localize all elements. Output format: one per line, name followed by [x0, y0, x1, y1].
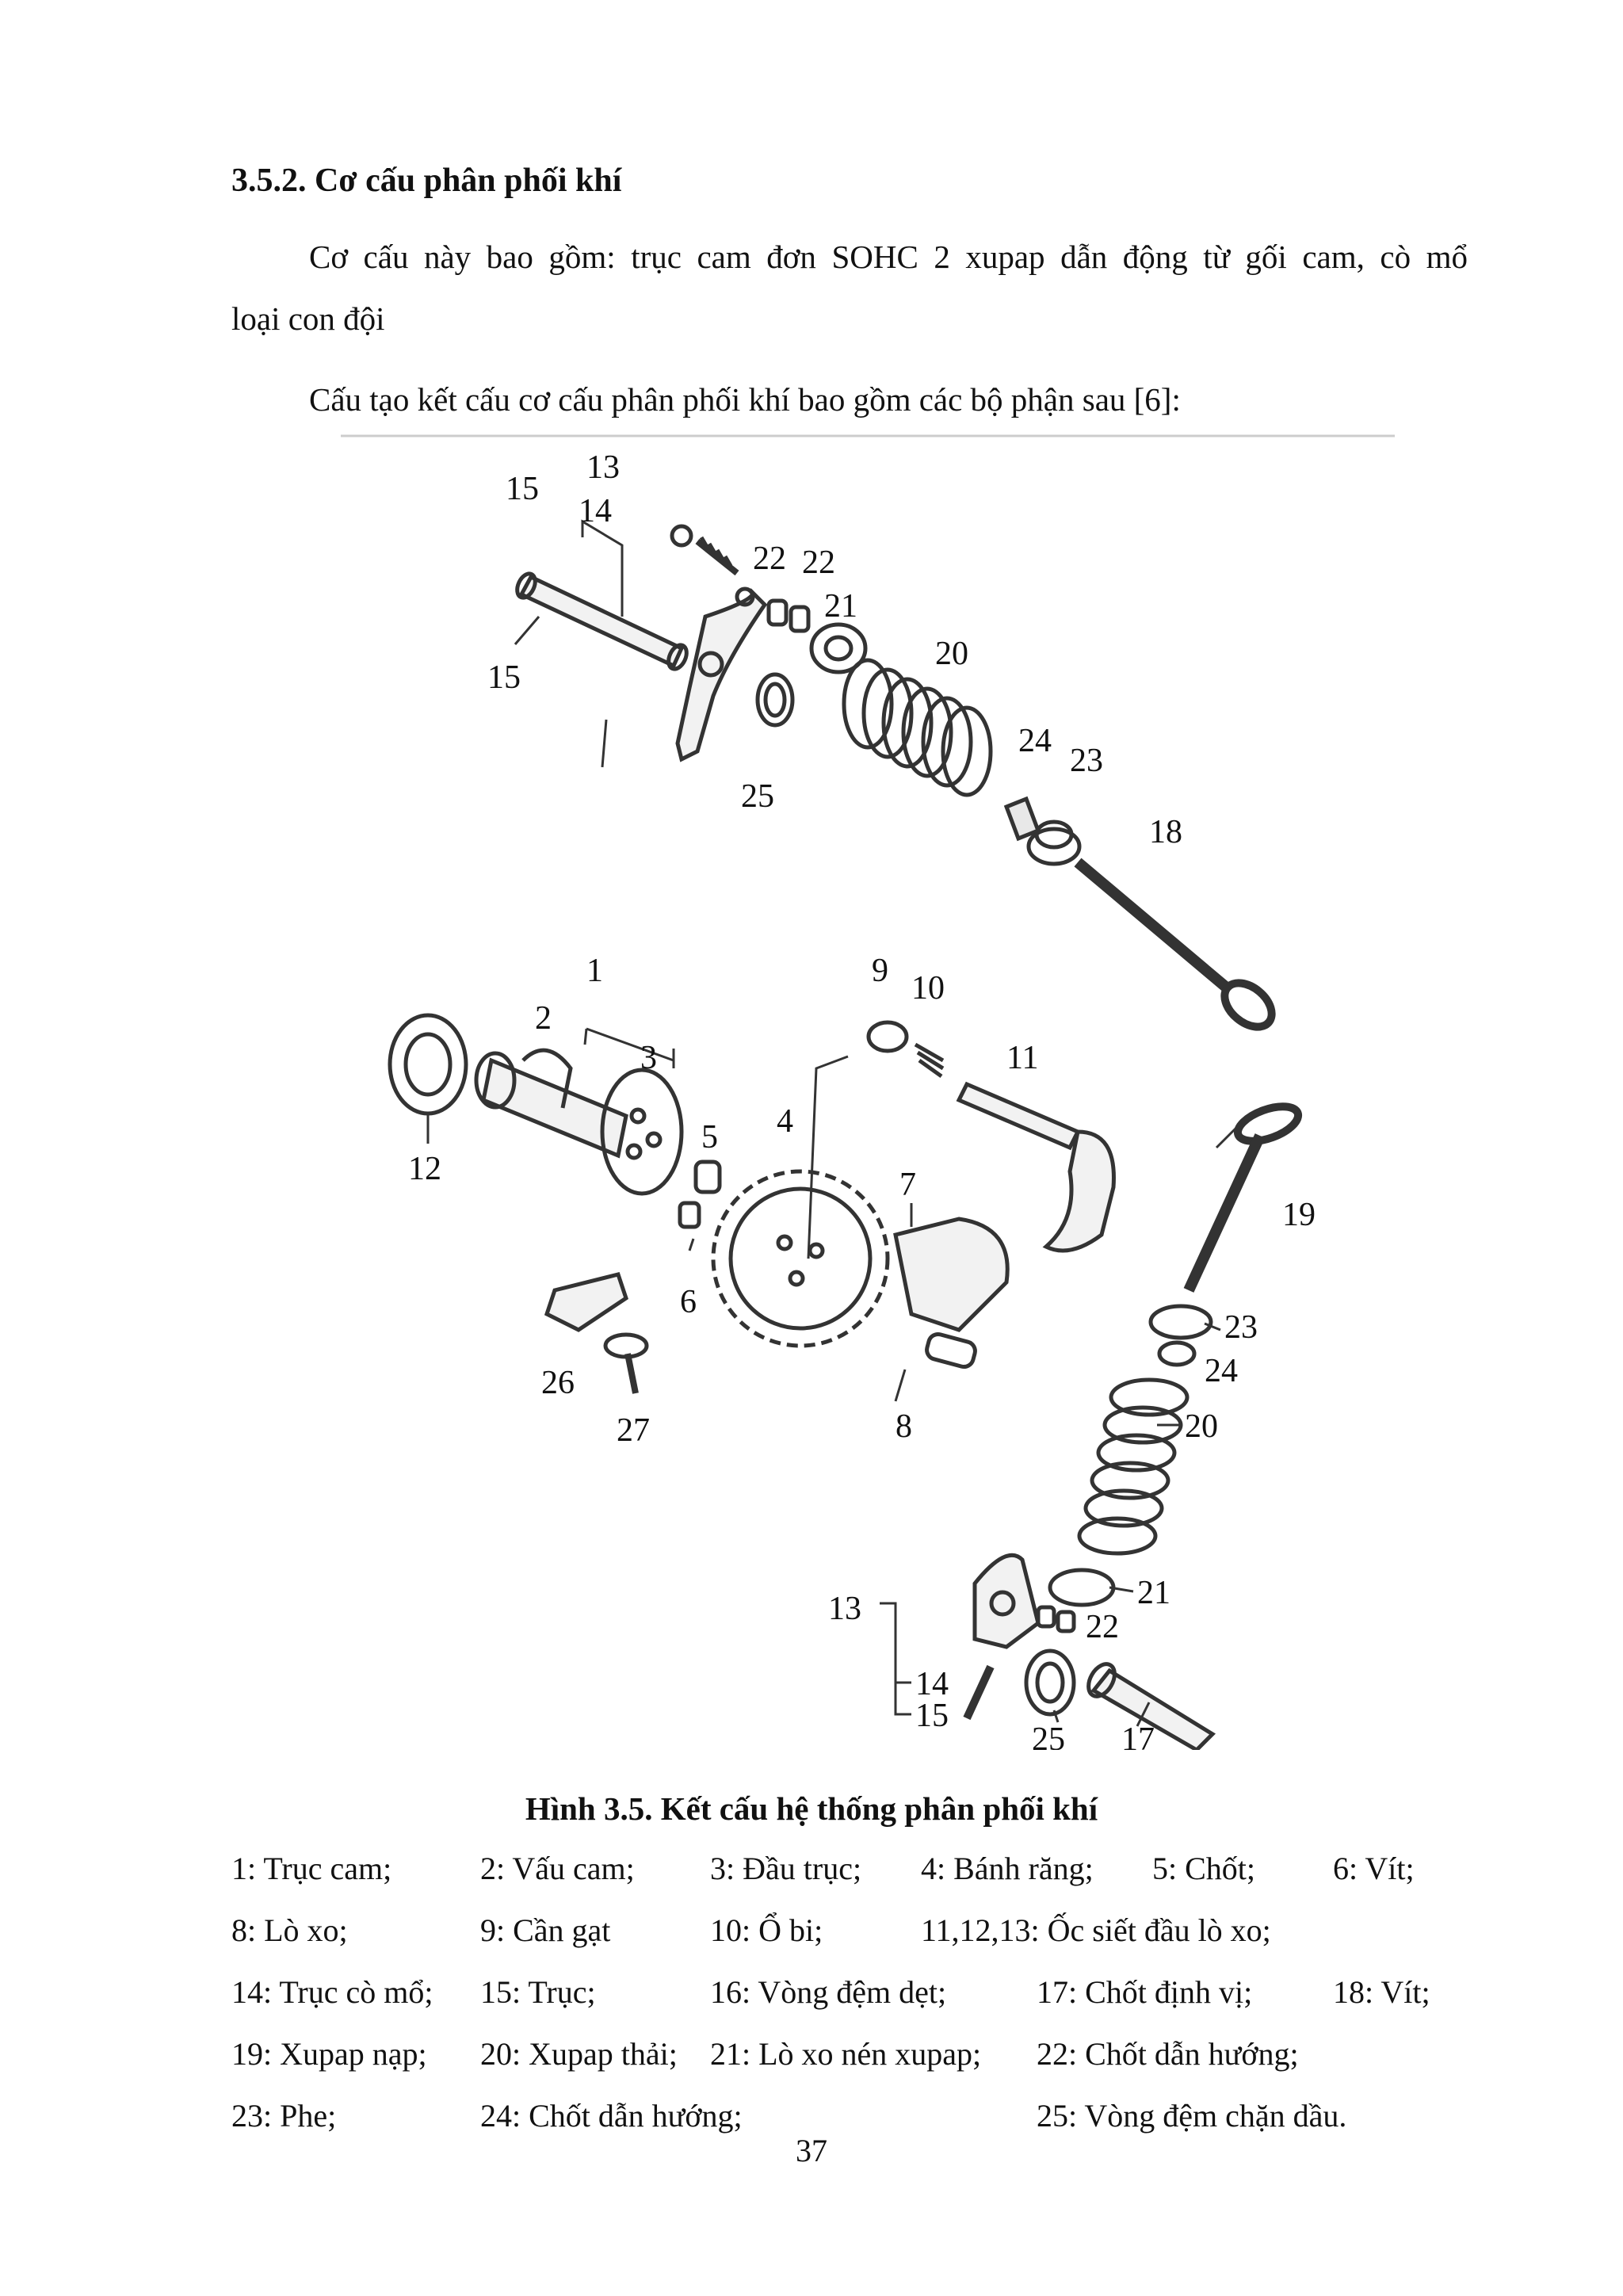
bolt-8 — [925, 1332, 977, 1369]
label-14: 14 — [915, 1666, 949, 1702]
parts-legend — [231, 1847, 1579, 2156]
label-15: 15 — [487, 659, 521, 696]
label-10: 10 — [911, 970, 945, 1007]
paragraph-1-line-1: Cơ cấu này bao gồm: trục cam đơn SOHC 2 xupap dẫn động từ gối cam, cò mổ — [309, 239, 1468, 275]
label-25: 25 — [741, 778, 774, 815]
legend-item: 11,12,13: Ốc siết đầu lò xo; — [921, 1912, 1271, 1948]
legend-item: 6: Vít; — [1333, 1851, 1415, 1886]
legend-item: 24: Chốt dẫn hướng; — [480, 2098, 743, 2134]
legend-row-1 — [231, 1847, 1579, 1908]
legend-item: 14: Trục cò mổ; — [231, 1974, 433, 2010]
valve-guide-top — [1006, 799, 1038, 839]
label-23: 23 — [1224, 1309, 1258, 1346]
sprocket-4 — [713, 1171, 888, 1346]
retainer-23-lower — [1151, 1306, 1211, 1365]
label-19: 19 — [1282, 1197, 1316, 1233]
label-1: 1 — [586, 953, 603, 989]
legend-item: 8: Lò xo; — [231, 1912, 348, 1948]
label-21: 21 — [1137, 1575, 1170, 1611]
legend-item: 23: Phe; — [231, 2098, 337, 2134]
rocker-arm-top — [678, 589, 765, 759]
legend-item: 19: Xupap nạp; — [231, 2036, 427, 2072]
label-23: 23 — [1070, 743, 1103, 779]
legend-item: 5: Chốt; — [1152, 1851, 1256, 1886]
valve-spring-top — [844, 660, 991, 795]
label-12: 12 — [408, 1151, 441, 1187]
legend-item: 18: Vít; — [1333, 1974, 1430, 2010]
label-24: 24 — [1205, 1353, 1238, 1389]
label-27: 27 — [617, 1412, 650, 1449]
label-25: 25 — [1032, 1721, 1065, 1750]
label-15: 15 — [506, 471, 539, 507]
rocker-arm-lower — [975, 1555, 1038, 1647]
label-18: 18 — [1149, 814, 1182, 850]
label-7: 7 — [899, 1167, 916, 1203]
label-26: 26 — [541, 1365, 575, 1401]
legend-item: 1: Trục cam; — [231, 1851, 392, 1886]
bearing-12 — [390, 1015, 466, 1114]
label-22: 22 — [753, 541, 786, 577]
label-22: 22 — [1086, 1609, 1119, 1645]
legend-item: 4: Bánh răng; — [921, 1851, 1094, 1886]
legend-row-4 — [231, 2032, 1579, 2094]
legend-item: 2: Vấu cam; — [480, 1851, 635, 1886]
oil-seal-top — [758, 674, 792, 725]
legend-item: 15: Trục; — [480, 1974, 596, 2010]
legend-item: 22: Chốt dẫn hướng; — [1037, 2036, 1299, 2072]
screw-lower — [967, 1667, 991, 1718]
label-8: 8 — [896, 1408, 912, 1445]
collet-lower — [1038, 1607, 1074, 1631]
valve-19 — [1189, 1099, 1303, 1290]
legend-item: 17: Chốt định vị; — [1037, 1974, 1253, 2010]
legend-row-2 — [231, 1908, 1579, 1970]
adjust-screw-top — [672, 526, 737, 573]
valve-spring-lower — [1079, 1380, 1187, 1553]
label-24: 24 — [1018, 723, 1052, 759]
pin-6 — [680, 1203, 699, 1227]
pin-5 — [696, 1162, 720, 1192]
paragraph-1-line-2: loại con đội — [231, 300, 385, 337]
legend-item: 20: Xupap thải; — [480, 2036, 678, 2072]
label-3: 3 — [640, 1040, 657, 1076]
legend-item: 9: Cần gạt — [480, 1912, 611, 1948]
legend-item: 16: Vòng đệm dẹt; — [710, 1974, 947, 2010]
oil-seal-lower — [1026, 1651, 1074, 1714]
label-21: 21 — [824, 588, 857, 625]
legend-item: 21: Lò xo nén xupap; — [710, 2036, 982, 2072]
bracket-7 — [896, 1219, 1007, 1330]
label-6: 6 — [680, 1284, 697, 1320]
valve-top — [1078, 862, 1280, 1036]
valve-train-exploded-diagram — [341, 434, 1395, 1750]
legend-row-3 — [231, 1970, 1579, 2032]
label-4: 4 — [777, 1103, 793, 1140]
label-22: 22 — [802, 544, 835, 581]
legend-item: 25: Vòng đệm chặn dầu. — [1037, 2098, 1347, 2134]
label-13: 13 — [828, 1591, 861, 1627]
legend-item: 10: Ổ bi; — [710, 1912, 823, 1948]
label-11: 11 — [1006, 1040, 1039, 1076]
screw-27 — [605, 1335, 647, 1393]
label-13: 13 — [586, 449, 620, 486]
label-5: 5 — [701, 1119, 718, 1156]
page-number: 37 — [796, 2133, 827, 2168]
label-20: 20 — [1185, 1408, 1218, 1445]
lever-9-10 — [869, 1022, 943, 1076]
label-20: 20 — [935, 636, 968, 672]
collet-top — [769, 601, 808, 631]
spring-seat-lower — [1050, 1570, 1113, 1605]
label-14: 14 — [579, 493, 612, 529]
legend-item: 3: Đầu trục; — [710, 1851, 862, 1886]
cam-follower-26 — [547, 1274, 626, 1330]
label-17: 17 — [1121, 1721, 1155, 1750]
label-15: 15 — [915, 1698, 949, 1734]
paragraph-2: Cấu tạo kết cấu cơ cấu phân phối khí bao gồm các bộ phận sau [6]: — [309, 381, 1181, 418]
label-9: 9 — [872, 953, 888, 989]
section-heading: 3.5.2. Cơ cấu phân phối khí — [231, 162, 622, 199]
rocker-shaft-top — [514, 571, 690, 671]
figure-caption: Hình 3.5. Kết cấu hệ thống phân phối khí — [525, 1790, 1098, 1827]
label-2: 2 — [535, 1000, 552, 1037]
